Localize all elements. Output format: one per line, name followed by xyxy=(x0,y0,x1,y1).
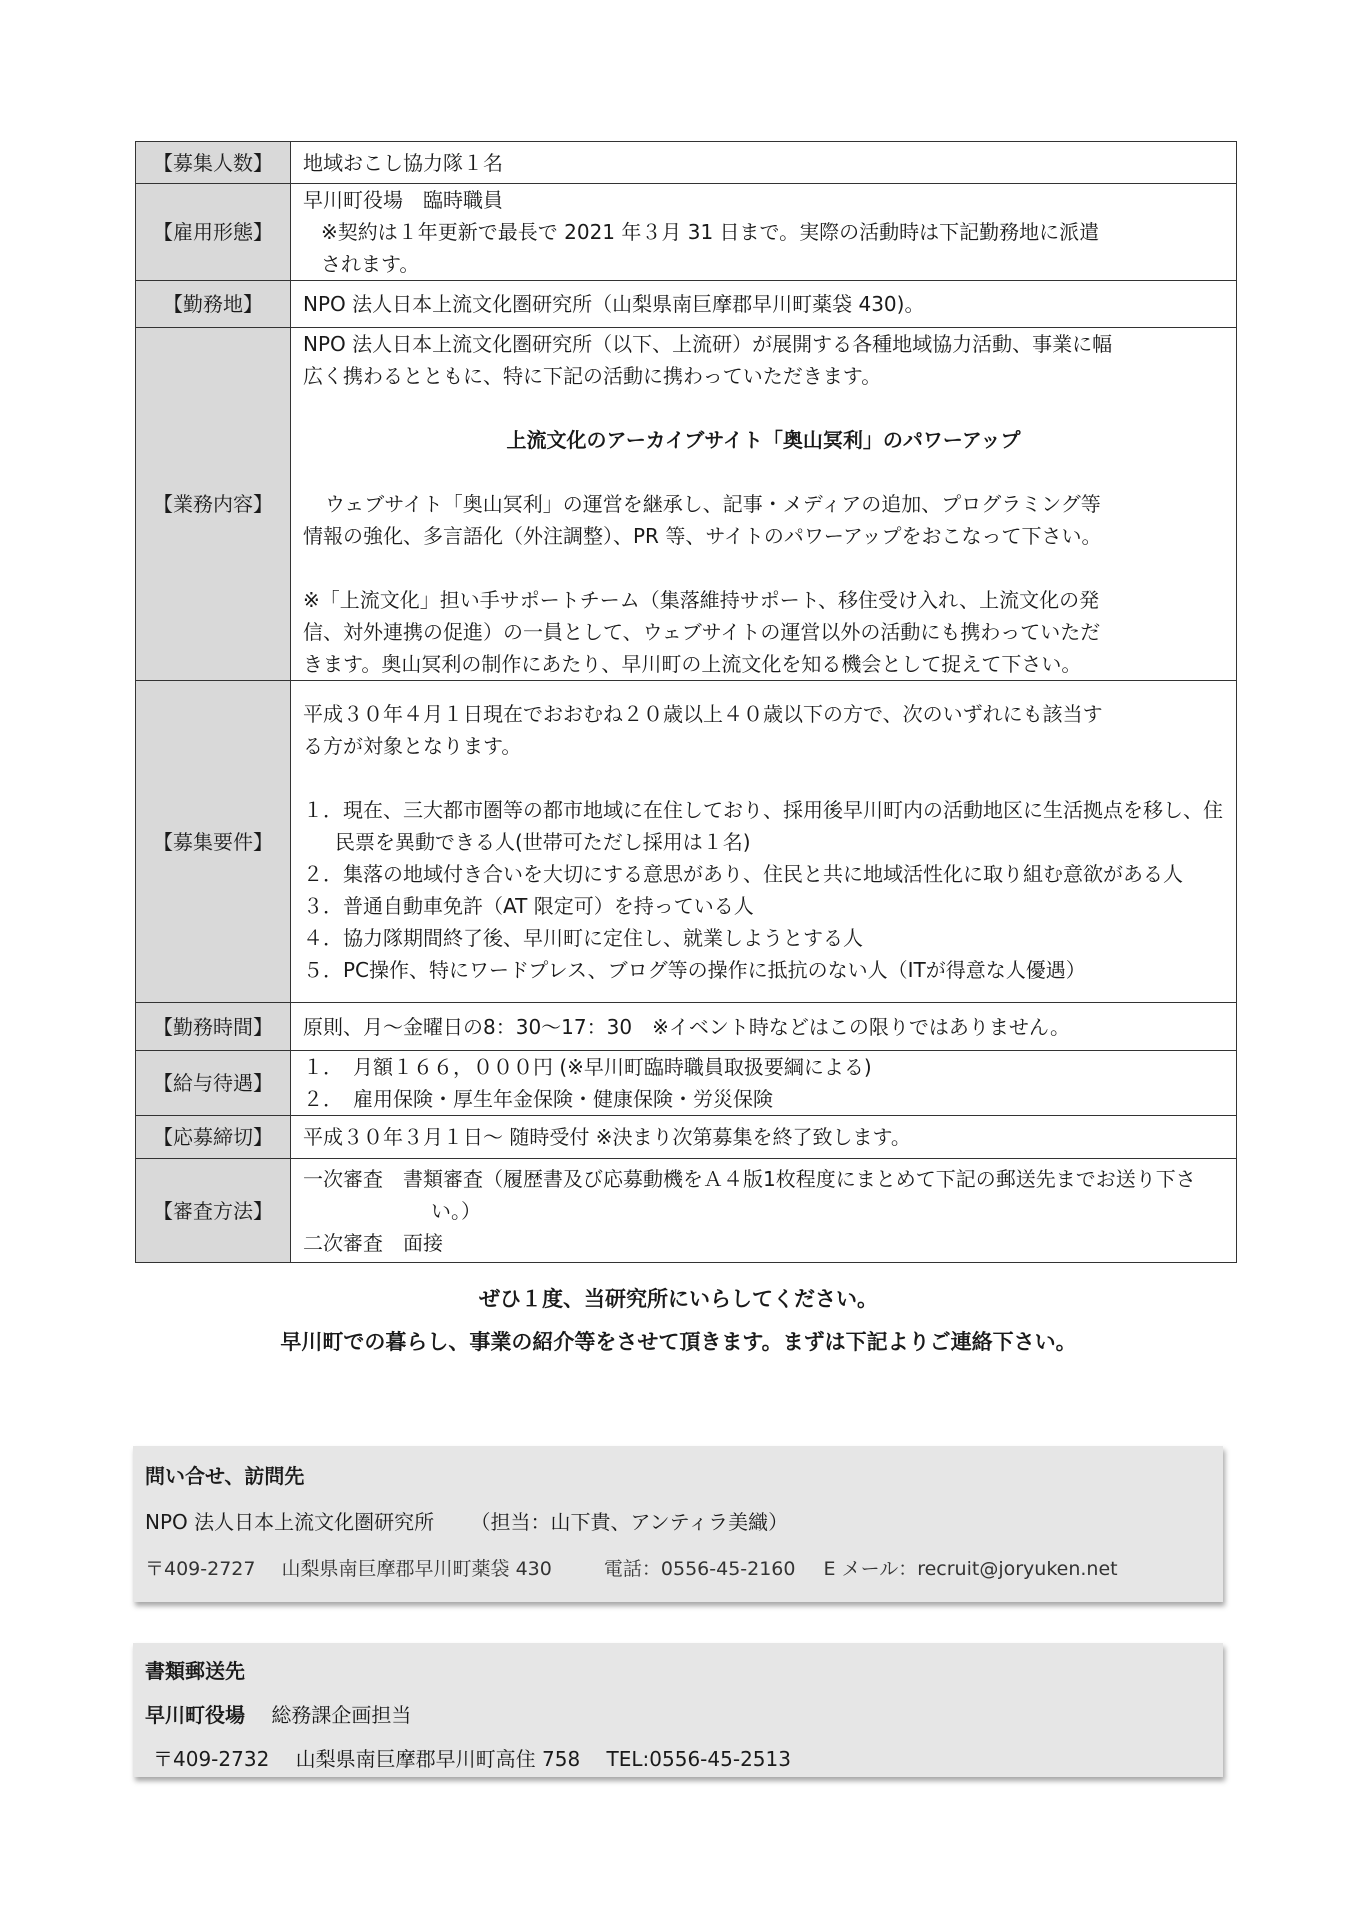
contact-box xyxy=(133,1446,1223,1602)
recruitment-table xyxy=(135,141,1237,1263)
employment-line: 早川町役場 臨時職員 xyxy=(303,188,503,212)
contact-person: （担当：山下貴、アンティラ美織） xyxy=(470,1510,789,1534)
mail-dept: 総務課企画担当 xyxy=(271,1703,412,1727)
row-salary xyxy=(136,1051,1237,1116)
mail-postal: 〒409-2732 xyxy=(153,1747,270,1771)
label-workplace: 【勤務地】 xyxy=(136,281,291,328)
value-employment xyxy=(291,184,1237,281)
duties-para: 情報の強化、多言語化（外注調整）、PR 等、サイトのパワーアップをおこなって下さい。 xyxy=(303,524,1102,548)
mail-org-line xyxy=(145,1699,411,1728)
contact-address-line xyxy=(145,1554,1118,1581)
contact-title: 問い合せ、訪問先 xyxy=(145,1464,305,1488)
duties-note: ※「上流文化」担い手サポートチーム（集落維持サポート、移住受け入れ、上流文化の発 xyxy=(303,588,1100,612)
contact-email[interactable]: E メール：recruit@joryuken.net xyxy=(823,1558,1118,1580)
requirements-intro: 平成３０年４月１日現在でおおむね２０歳以上４０歳以下の方で、次のいずれにも該当す xyxy=(303,701,1103,726)
row-deadline xyxy=(136,1116,1237,1159)
row-workplace xyxy=(136,281,1237,328)
employment-line: されます。 xyxy=(321,252,420,276)
value-recruit-count: 地域おこし協力隊１名 xyxy=(291,142,1237,184)
mail-address: 山梨県南巨摩郡早川町高住 758 xyxy=(295,1747,581,1771)
mail-box xyxy=(133,1643,1223,1777)
invite-line-1: ぜひ１度、当研究所にいらしてください。 xyxy=(479,1287,878,1311)
requirement-item: １．現在、三大都市圏等の都市地域に在住しており、採用後早川町内の活動地区に生活拠点を移し、住民票を異動できる人(世帯可ただし採用は１名) xyxy=(303,797,1223,854)
value-requirements xyxy=(291,681,1237,1003)
mail-tel: TEL:0556-45-2513 xyxy=(606,1747,791,1771)
contact-org-line xyxy=(145,1506,788,1535)
value-deadline: 平成３０年３月１日〜 随時受付 ※決まり次第募集を終了致します。 xyxy=(291,1116,1237,1159)
value-hours: 原則、月〜金曜日の8：30〜17：30 ※イベント時などはこの限りではありません。 xyxy=(291,1003,1237,1051)
screening-first: 一次審査 書類審査（履歴書及び応募動機をＡ４版1枚程度にまとめて下記の郵送先までお送り下さい。） xyxy=(303,1166,1196,1223)
duties-para: ウェブサイト「奥山冥利」の運営を継承し、記事・メディアの追加、プログラミング等 xyxy=(325,492,1101,516)
contact-postal: 〒409-2727 xyxy=(145,1558,256,1580)
label-employment: 【雇用形態】 xyxy=(136,184,291,281)
duties-note: きます。奥山冥利の制作にあたり、早川町の上流文化を知る機会として捉えて下さい。 xyxy=(303,652,1082,676)
label-requirements: 【募集要件】 xyxy=(136,681,291,1003)
label-duties: 【業務内容】 xyxy=(136,328,291,681)
duties-intro: 広く携わるとともに、特に下記の活動に携わっていただきます。 xyxy=(303,364,882,388)
value-duties xyxy=(291,328,1237,681)
duties-intro: NPO 法人日本上流文化圏研究所（以下、上流研）が展開する各種地域協力活動、事業に幅 xyxy=(303,332,1113,356)
row-recruit-count xyxy=(136,142,1237,184)
row-employment xyxy=(136,184,1237,281)
requirement-item: ４．協力隊期間終了後、早川町に定住し、就業しようとする人 xyxy=(303,925,863,950)
value-salary xyxy=(291,1051,1237,1116)
row-hours xyxy=(136,1003,1237,1051)
invite-line-2: 早川町での暮らし、事業の紹介等をさせて頂きます。まずは下記よりご連絡下さい。 xyxy=(280,1330,1077,1354)
contact-org: NPO 法人日本上流文化圏研究所 xyxy=(145,1510,435,1534)
employment-line: ※契約は１年更新で最長で 2021 年３月 31 日まで。実際の活動時は下記勤務地に派遣 xyxy=(321,220,1100,244)
screening-second: 二次審査 面接 xyxy=(303,1230,443,1255)
requirements-intro: る方が対象となります。 xyxy=(303,733,522,758)
row-duties xyxy=(136,328,1237,681)
label-deadline: 【応募締切】 xyxy=(136,1116,291,1159)
mail-address-line xyxy=(153,1743,791,1772)
label-salary: 【給与待遇】 xyxy=(136,1051,291,1116)
requirement-item: ３．普通自動車免許（AT 限定可）を持っている人 xyxy=(303,893,754,918)
value-workplace: NPO 法人日本上流文化圏研究所（山梨県南巨摩郡早川町薬袋 430)。 xyxy=(291,281,1237,328)
contact-phone: 電話：0556-45-2160 xyxy=(603,1558,796,1580)
label-screening: 【審査方法】 xyxy=(136,1159,291,1263)
mail-title: 書類郵送先 xyxy=(145,1659,245,1683)
salary-line: １． 月額１６６，０００円 (※早川町臨時職員取扱要綱による) xyxy=(303,1055,872,1079)
row-screening xyxy=(136,1159,1237,1263)
requirement-item: ５．PC操作、特にワードプレス、ブログ等の操作に抵抗のない人（ITが得意な人優遇） xyxy=(303,957,1086,982)
duties-note: 信、対外連携の促進）の一員として、ウェブサイトの運営以外の活動にも携わっていただ xyxy=(303,620,1101,644)
duties-heading: 上流文化のアーカイブサイト「奥山冥利」のパワーアップ xyxy=(506,428,1021,452)
contact-address: 山梨県南巨摩郡早川町薬袋 430 xyxy=(281,1558,552,1580)
row-requirements xyxy=(136,681,1237,1003)
label-recruit-count: 【募集人数】 xyxy=(136,142,291,184)
requirement-item: ２．集落の地域付き合いを大切にする意思があり、住民と共に地域活性化に取り組む意欲がある人 xyxy=(303,861,1183,886)
value-screening xyxy=(291,1159,1237,1263)
mail-org: 早川町役場 xyxy=(145,1703,245,1727)
salary-line: ２． 雇用保険・厚生年金保険・健康保険・労災保険 xyxy=(303,1087,773,1111)
label-hours: 【勤務時間】 xyxy=(136,1003,291,1051)
